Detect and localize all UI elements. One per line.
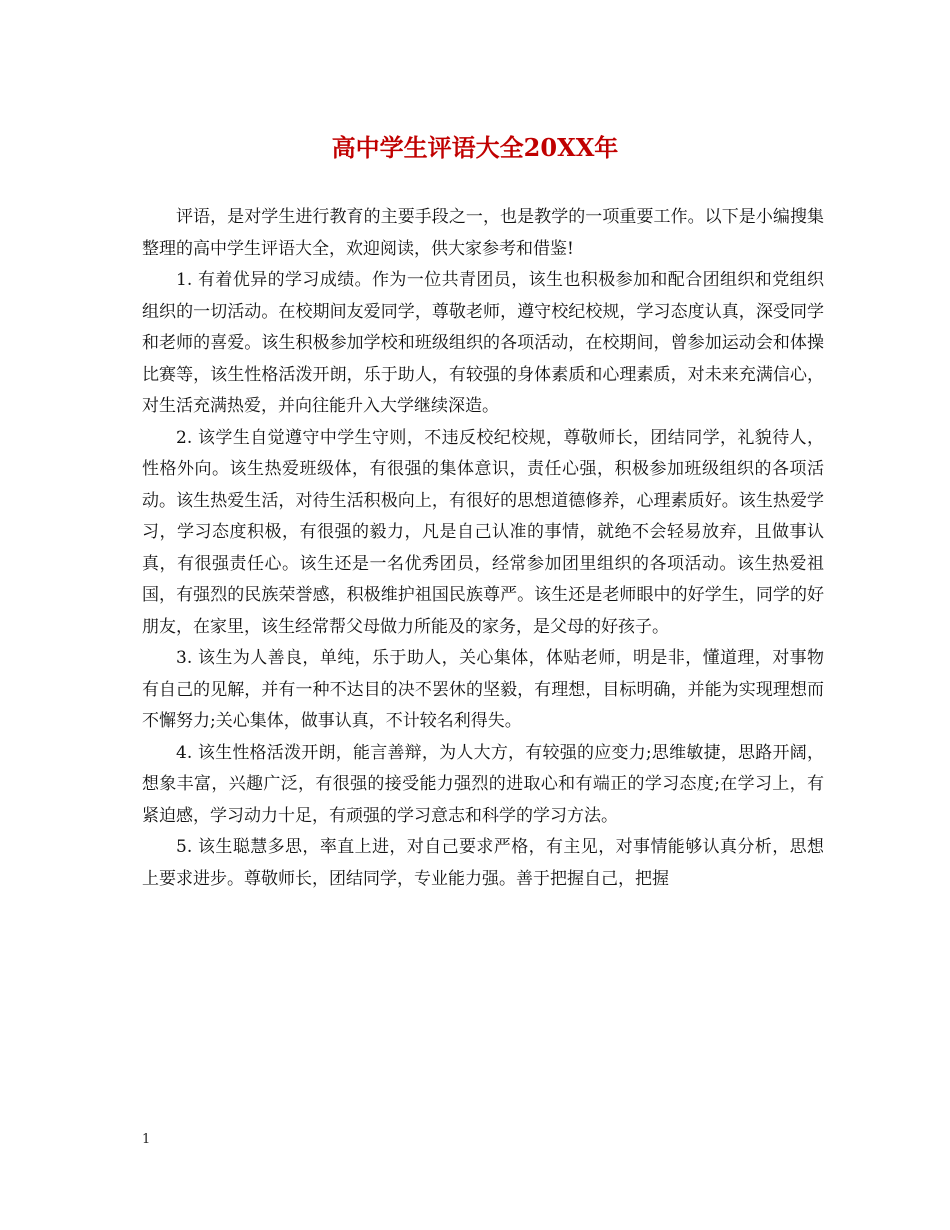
comment-paragraph-3: 3. 该生为人善良，单纯，乐于助人，关心集体，体贴老师，明是非，懂道理，对事物有自己的见解，并有一种不达目的决不罢休的坚毅，有理想，目标明确，并能为实现理想而不懈努力;关心集体，做事认真，不计较名利得失。 [142, 648, 824, 731]
document-title: 高中学生评语大全20XX年 [331, 133, 619, 162]
comment-paragraph-2: 2. 该学生自觉遵守中学生守则，不违反校纪校规，尊敬师长，团结同学，礼貌待人，性格外向。该生热爱班级体，有很强的集体意识，责任心强，积极参加班级组织的各项活动。该生热爱生活，对待生活积极向上，有很好的思想道德修养，心理素质好。该生热爱学习，学习态度积极，有很强的毅力，凡是自己认准的事情，就绝不会轻易放弃，且做事认真，有很强责任心。该生还是一名优秀团员，经常参加团里组织的各项活动。该生热爱祖国，有强烈的民族荣誉感，积极维护祖国民族尊严。该生还是老师眼中的好学生，同学的好朋友，在家里，该生经常帮父母做力所能及的家务，是父母的好孩子。 [142, 427, 824, 637]
document-body [142, 202, 824, 895]
page-number: 1 [142, 1132, 151, 1147]
comment-paragraph-4: 4. 该生性格活泼开朗，能言善辩，为人大方，有较强的应变力;思维敏捷，思路开阔，想象丰富，兴趣广泛，有很强的接受能力强烈的进取心和有端正的学习态度;在学习上，有紧迫感，学习动力十足，有顽强的学习意志和科学的学习方法。 [142, 742, 824, 826]
intro-paragraph: 评语，是对学生进行教育的主要手段之一，也是教学的一项重要工作。以下是小编搜集整理的高中学生评语大全，欢迎阅读，供大家参考和借鉴! [142, 207, 824, 259]
comment-paragraph-1: 1. 有着优异的学习成绩。作为一位共青团员，该生也积极参加和配合团组织和党组织组织的一切活动。在校期间友爱同学，尊敬老师，遵守校纪校规，学习态度认真，深受同学和老师的喜爱。该生积极参加学校和班级组织的各项活动，在校期间，曾参加运动会和体操比赛等，该生性格活泼开朗，乐于助人，有较强的身体素质和心理素质，对未来充满信心，对生活充满热爱，并向往能升入大学继续深造。 [142, 270, 824, 416]
comment-paragraph-5: 5. 该生聪慧多思，率直上进，对自己要求严格，有主见，对事情能够认真分析，思想上要求进步。尊敬师长，团结同学，专业能力强。善于把握自己，把握 [142, 837, 824, 889]
